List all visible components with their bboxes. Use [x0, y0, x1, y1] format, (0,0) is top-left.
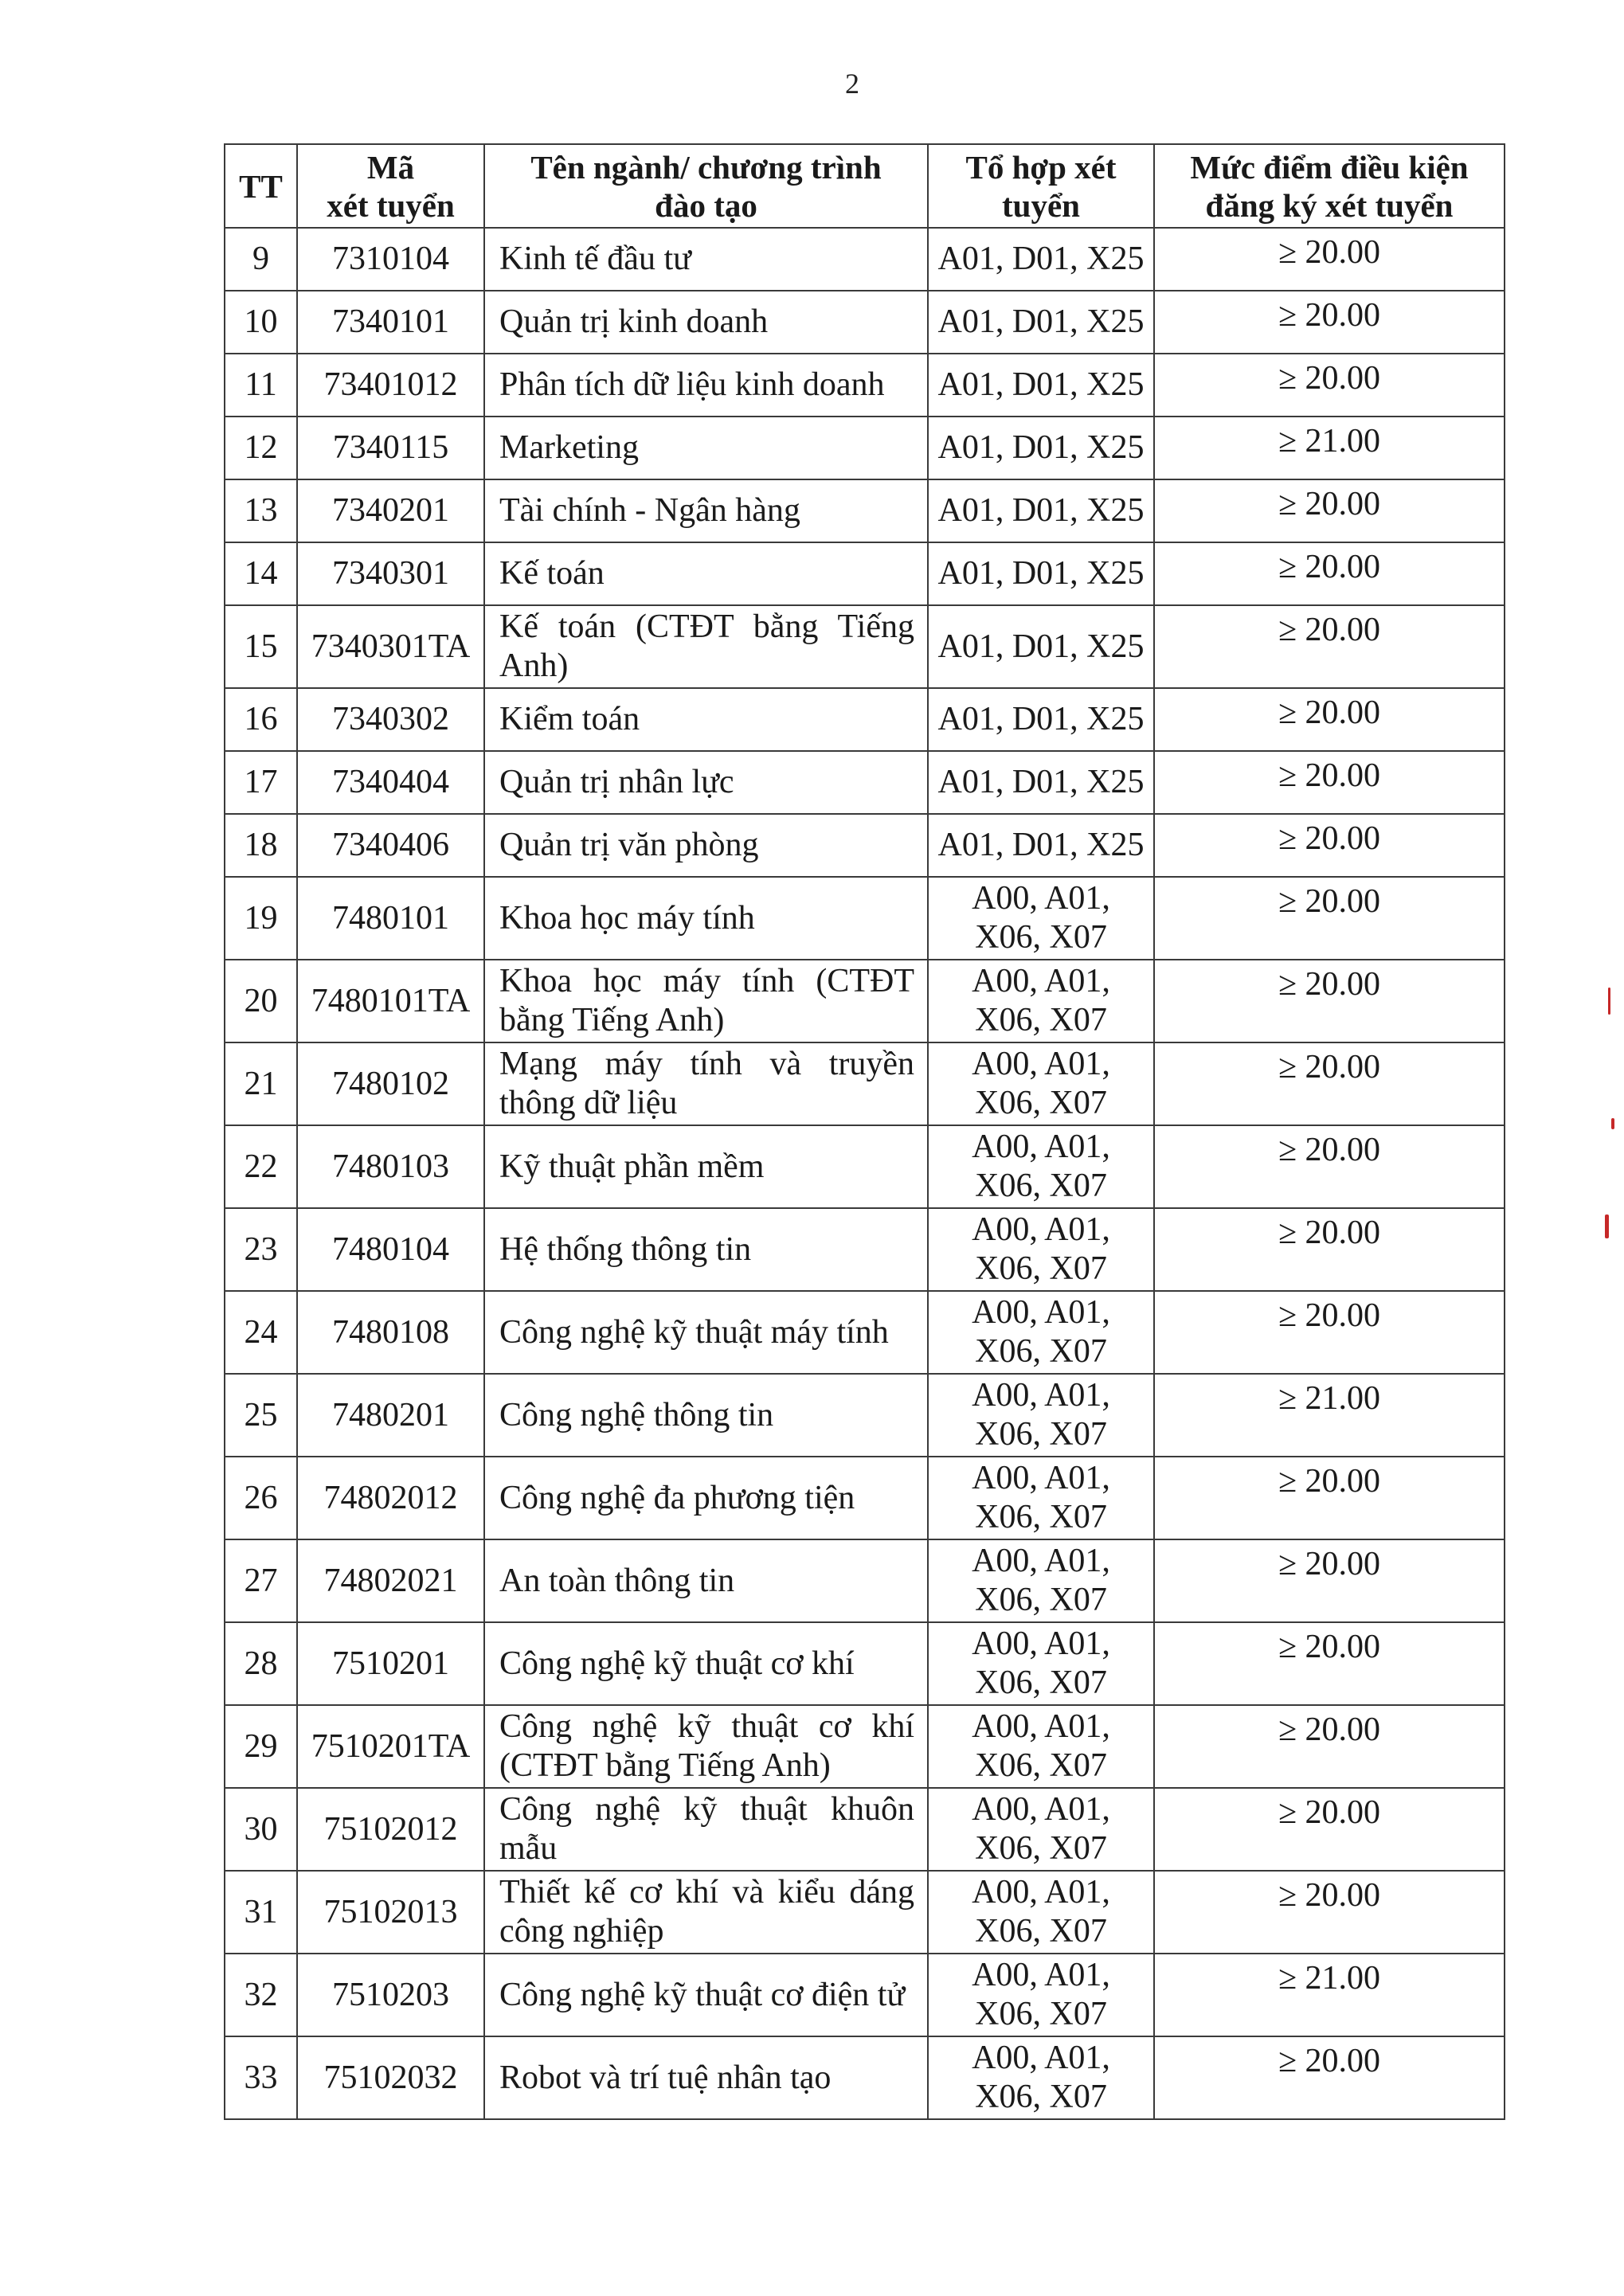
row-combination: A00, A01, X06, X07 [928, 2036, 1154, 2119]
row-code: 7480104 [297, 1208, 484, 1291]
row-score: ≥ 20.00 [1154, 751, 1505, 814]
row-tt: 28 [225, 1622, 297, 1705]
row-combination: A00, A01, X06, X07 [928, 1954, 1154, 2036]
row-program-name: Kế toán (CTĐT bằng Tiếng Anh) [484, 605, 928, 688]
row-combination: A00, A01, X06, X07 [928, 1125, 1154, 1208]
row-code: 7310104 [297, 228, 484, 291]
row-score: ≥ 20.00 [1154, 354, 1505, 417]
row-code: 7480201 [297, 1374, 484, 1457]
table-row [225, 479, 1505, 542]
table-row [225, 1788, 1505, 1871]
row-program-name: Công nghệ kỹ thuật cơ khí [484, 1622, 928, 1705]
header-minimum-score: Mức điểm điều kiện đăng ký xét tuyển [1154, 144, 1505, 228]
row-tt: 31 [225, 1871, 297, 1954]
admission-score-table [224, 143, 1505, 2120]
row-program-name: Khoa học máy tính (CTĐT bằng Tiếng Anh) [484, 960, 928, 1042]
row-combination: A00, A01, X06, X07 [928, 1042, 1154, 1125]
row-score: ≥ 20.00 [1154, 1622, 1505, 1705]
table-row [225, 1622, 1505, 1705]
table-row [225, 1457, 1505, 1539]
row-combination: A00, A01, X06, X07 [928, 960, 1154, 1042]
row-score: ≥ 20.00 [1154, 479, 1505, 542]
row-code: 75102032 [297, 2036, 484, 2119]
row-combination: A01, D01, X25 [928, 417, 1154, 479]
table-row [225, 960, 1505, 1042]
row-program-name: Công nghệ kỹ thuật cơ điện tử [484, 1954, 928, 2036]
row-tt: 21 [225, 1042, 297, 1125]
row-combination: A00, A01, X06, X07 [928, 1374, 1154, 1457]
row-score: ≥ 21.00 [1154, 1954, 1505, 2036]
row-score: ≥ 20.00 [1154, 542, 1505, 605]
row-score: ≥ 20.00 [1154, 1705, 1505, 1788]
row-tt: 11 [225, 354, 297, 417]
row-score: ≥ 20.00 [1154, 960, 1505, 1042]
row-program-name: Quản trị nhân lực [484, 751, 928, 814]
row-program-name: Phân tích dữ liệu kinh doanh [484, 354, 928, 417]
row-program-name: Mạng máy tính và truyền thông dữ liệu [484, 1042, 928, 1125]
row-tt: 19 [225, 877, 297, 960]
row-program-name: An toàn thông tin [484, 1539, 928, 1622]
row-program-name: Quản trị văn phòng [484, 814, 928, 877]
row-program-name: Công nghệ kỹ thuật máy tính [484, 1291, 928, 1374]
row-score: ≥ 20.00 [1154, 688, 1505, 751]
table-row [225, 751, 1505, 814]
row-code: 7480103 [297, 1125, 484, 1208]
row-combination: A00, A01, X06, X07 [928, 1457, 1154, 1539]
row-score: ≥ 20.00 [1154, 1871, 1505, 1954]
row-tt: 15 [225, 605, 297, 688]
header-subject-combination: Tổ hợp xét tuyển [928, 144, 1154, 228]
row-code: 74802012 [297, 1457, 484, 1539]
row-program-name: Kiểm toán [484, 688, 928, 751]
row-code: 74802021 [297, 1539, 484, 1622]
row-code: 7340406 [297, 814, 484, 877]
header-program-name: Tên ngành/ chương trình đào tạo [484, 144, 928, 228]
row-combination: A01, D01, X25 [928, 751, 1154, 814]
header-tt: TT [225, 144, 297, 228]
ink-mark [1605, 1214, 1609, 1238]
row-program-name: Marketing [484, 417, 928, 479]
row-score: ≥ 21.00 [1154, 1374, 1505, 1457]
row-tt: 16 [225, 688, 297, 751]
table-row [225, 1871, 1505, 1954]
row-score: ≥ 20.00 [1154, 877, 1505, 960]
margin-ink-marks [1600, 972, 1624, 1258]
row-combination: A00, A01, X06, X07 [928, 1208, 1154, 1291]
row-combination: A00, A01, X06, X07 [928, 1705, 1154, 1788]
row-program-name: Kế toán [484, 542, 928, 605]
table-row [225, 688, 1505, 751]
table-row [225, 1208, 1505, 1291]
row-code: 7340301TA [297, 605, 484, 688]
row-code: 7340302 [297, 688, 484, 751]
row-tt: 22 [225, 1125, 297, 1208]
row-combination: A00, A01, X06, X07 [928, 1622, 1154, 1705]
ink-mark [1608, 988, 1610, 1015]
row-score: ≥ 20.00 [1154, 1125, 1505, 1208]
table-row [225, 1042, 1505, 1125]
row-code: 7340101 [297, 291, 484, 354]
row-code: 7510203 [297, 1954, 484, 2036]
table-row [225, 354, 1505, 417]
row-tt: 33 [225, 2036, 297, 2119]
row-combination: A01, D01, X25 [928, 479, 1154, 542]
row-tt: 13 [225, 479, 297, 542]
row-program-name: Robot và trí tuệ nhân tạo [484, 2036, 928, 2119]
table-row [225, 2036, 1505, 2119]
row-combination: A01, D01, X25 [928, 605, 1154, 688]
row-code: 75102013 [297, 1871, 484, 1954]
row-program-name: Kinh tế đầu tư [484, 228, 928, 291]
row-tt: 9 [225, 228, 297, 291]
row-combination: A01, D01, X25 [928, 291, 1154, 354]
row-combination: A01, D01, X25 [928, 814, 1154, 877]
header-code: Mã xét tuyển [297, 144, 484, 228]
table-row [225, 228, 1505, 291]
row-program-name: Hệ thống thông tin [484, 1208, 928, 1291]
row-score: ≥ 20.00 [1154, 228, 1505, 291]
row-score: ≥ 20.00 [1154, 1291, 1505, 1374]
row-score: ≥ 20.00 [1154, 1788, 1505, 1871]
row-code: 7340301 [297, 542, 484, 605]
table-row [225, 542, 1505, 605]
row-program-name: Kỹ thuật phần mềm [484, 1125, 928, 1208]
row-tt: 20 [225, 960, 297, 1042]
table-row [225, 1125, 1505, 1208]
row-program-name: Tài chính - Ngân hàng [484, 479, 928, 542]
table-row [225, 1705, 1505, 1788]
row-program-name: Thiết kế cơ khí và kiểu dáng công nghiệp [484, 1871, 928, 1954]
row-combination: A00, A01, X06, X07 [928, 1291, 1154, 1374]
row-tt: 27 [225, 1539, 297, 1622]
table-row [225, 291, 1505, 354]
table-row [225, 877, 1505, 960]
row-code: 7510201TA [297, 1705, 484, 1788]
ink-mark [1611, 1118, 1614, 1129]
row-tt: 24 [225, 1291, 297, 1374]
row-code: 7480101TA [297, 960, 484, 1042]
row-code: 7480101 [297, 877, 484, 960]
page-number: 2 [845, 68, 859, 100]
row-code: 7480102 [297, 1042, 484, 1125]
row-code: 73401012 [297, 354, 484, 417]
row-code: 7340201 [297, 479, 484, 542]
row-code: 75102012 [297, 1788, 484, 1871]
row-combination: A00, A01, X06, X07 [928, 1539, 1154, 1622]
row-score: ≥ 20.00 [1154, 1457, 1505, 1539]
row-code: 7340404 [297, 751, 484, 814]
row-combination: A00, A01, X06, X07 [928, 877, 1154, 960]
row-score: ≥ 20.00 [1154, 2036, 1505, 2119]
row-combination: A01, D01, X25 [928, 354, 1154, 417]
row-score: ≥ 20.00 [1154, 1208, 1505, 1291]
row-tt: 12 [225, 417, 297, 479]
row-tt: 30 [225, 1788, 297, 1871]
row-combination: A01, D01, X25 [928, 542, 1154, 605]
row-tt: 18 [225, 814, 297, 877]
row-combination: A01, D01, X25 [928, 688, 1154, 751]
row-code: 7480108 [297, 1291, 484, 1374]
row-tt: 29 [225, 1705, 297, 1788]
row-combination: A00, A01, X06, X07 [928, 1788, 1154, 1871]
row-program-name: Khoa học máy tính [484, 877, 928, 960]
table-row [225, 1539, 1505, 1622]
row-program-name: Quản trị kinh doanh [484, 291, 928, 354]
row-program-name: Công nghệ đa phương tiện [484, 1457, 928, 1539]
row-program-name: Công nghệ kỹ thuật cơ khí (CTĐT bằng Tiếng Anh) [484, 1705, 928, 1788]
table-row [225, 605, 1505, 688]
row-tt: 32 [225, 1954, 297, 2036]
row-tt: 26 [225, 1457, 297, 1539]
row-tt: 25 [225, 1374, 297, 1457]
row-score: ≥ 21.00 [1154, 417, 1505, 479]
table-row [225, 1374, 1505, 1457]
row-code: 7340115 [297, 417, 484, 479]
row-score: ≥ 20.00 [1154, 291, 1505, 354]
row-score: ≥ 20.00 [1154, 1042, 1505, 1125]
row-code: 7510201 [297, 1622, 484, 1705]
row-score: ≥ 20.00 [1154, 814, 1505, 877]
table-row [225, 417, 1505, 479]
table-row [225, 814, 1505, 877]
row-tt: 14 [225, 542, 297, 605]
row-combination: A01, D01, X25 [928, 228, 1154, 291]
table-row [225, 1954, 1505, 2036]
row-program-name: Công nghệ kỹ thuật khuôn mẫu [484, 1788, 928, 1871]
row-score: ≥ 20.00 [1154, 605, 1505, 688]
table-header-row [225, 144, 1505, 228]
row-combination: A00, A01, X06, X07 [928, 1871, 1154, 1954]
row-tt: 23 [225, 1208, 297, 1291]
row-program-name: Công nghệ thông tin [484, 1374, 928, 1457]
row-tt: 10 [225, 291, 297, 354]
table-row [225, 1291, 1505, 1374]
row-score: ≥ 20.00 [1154, 1539, 1505, 1622]
row-tt: 17 [225, 751, 297, 814]
